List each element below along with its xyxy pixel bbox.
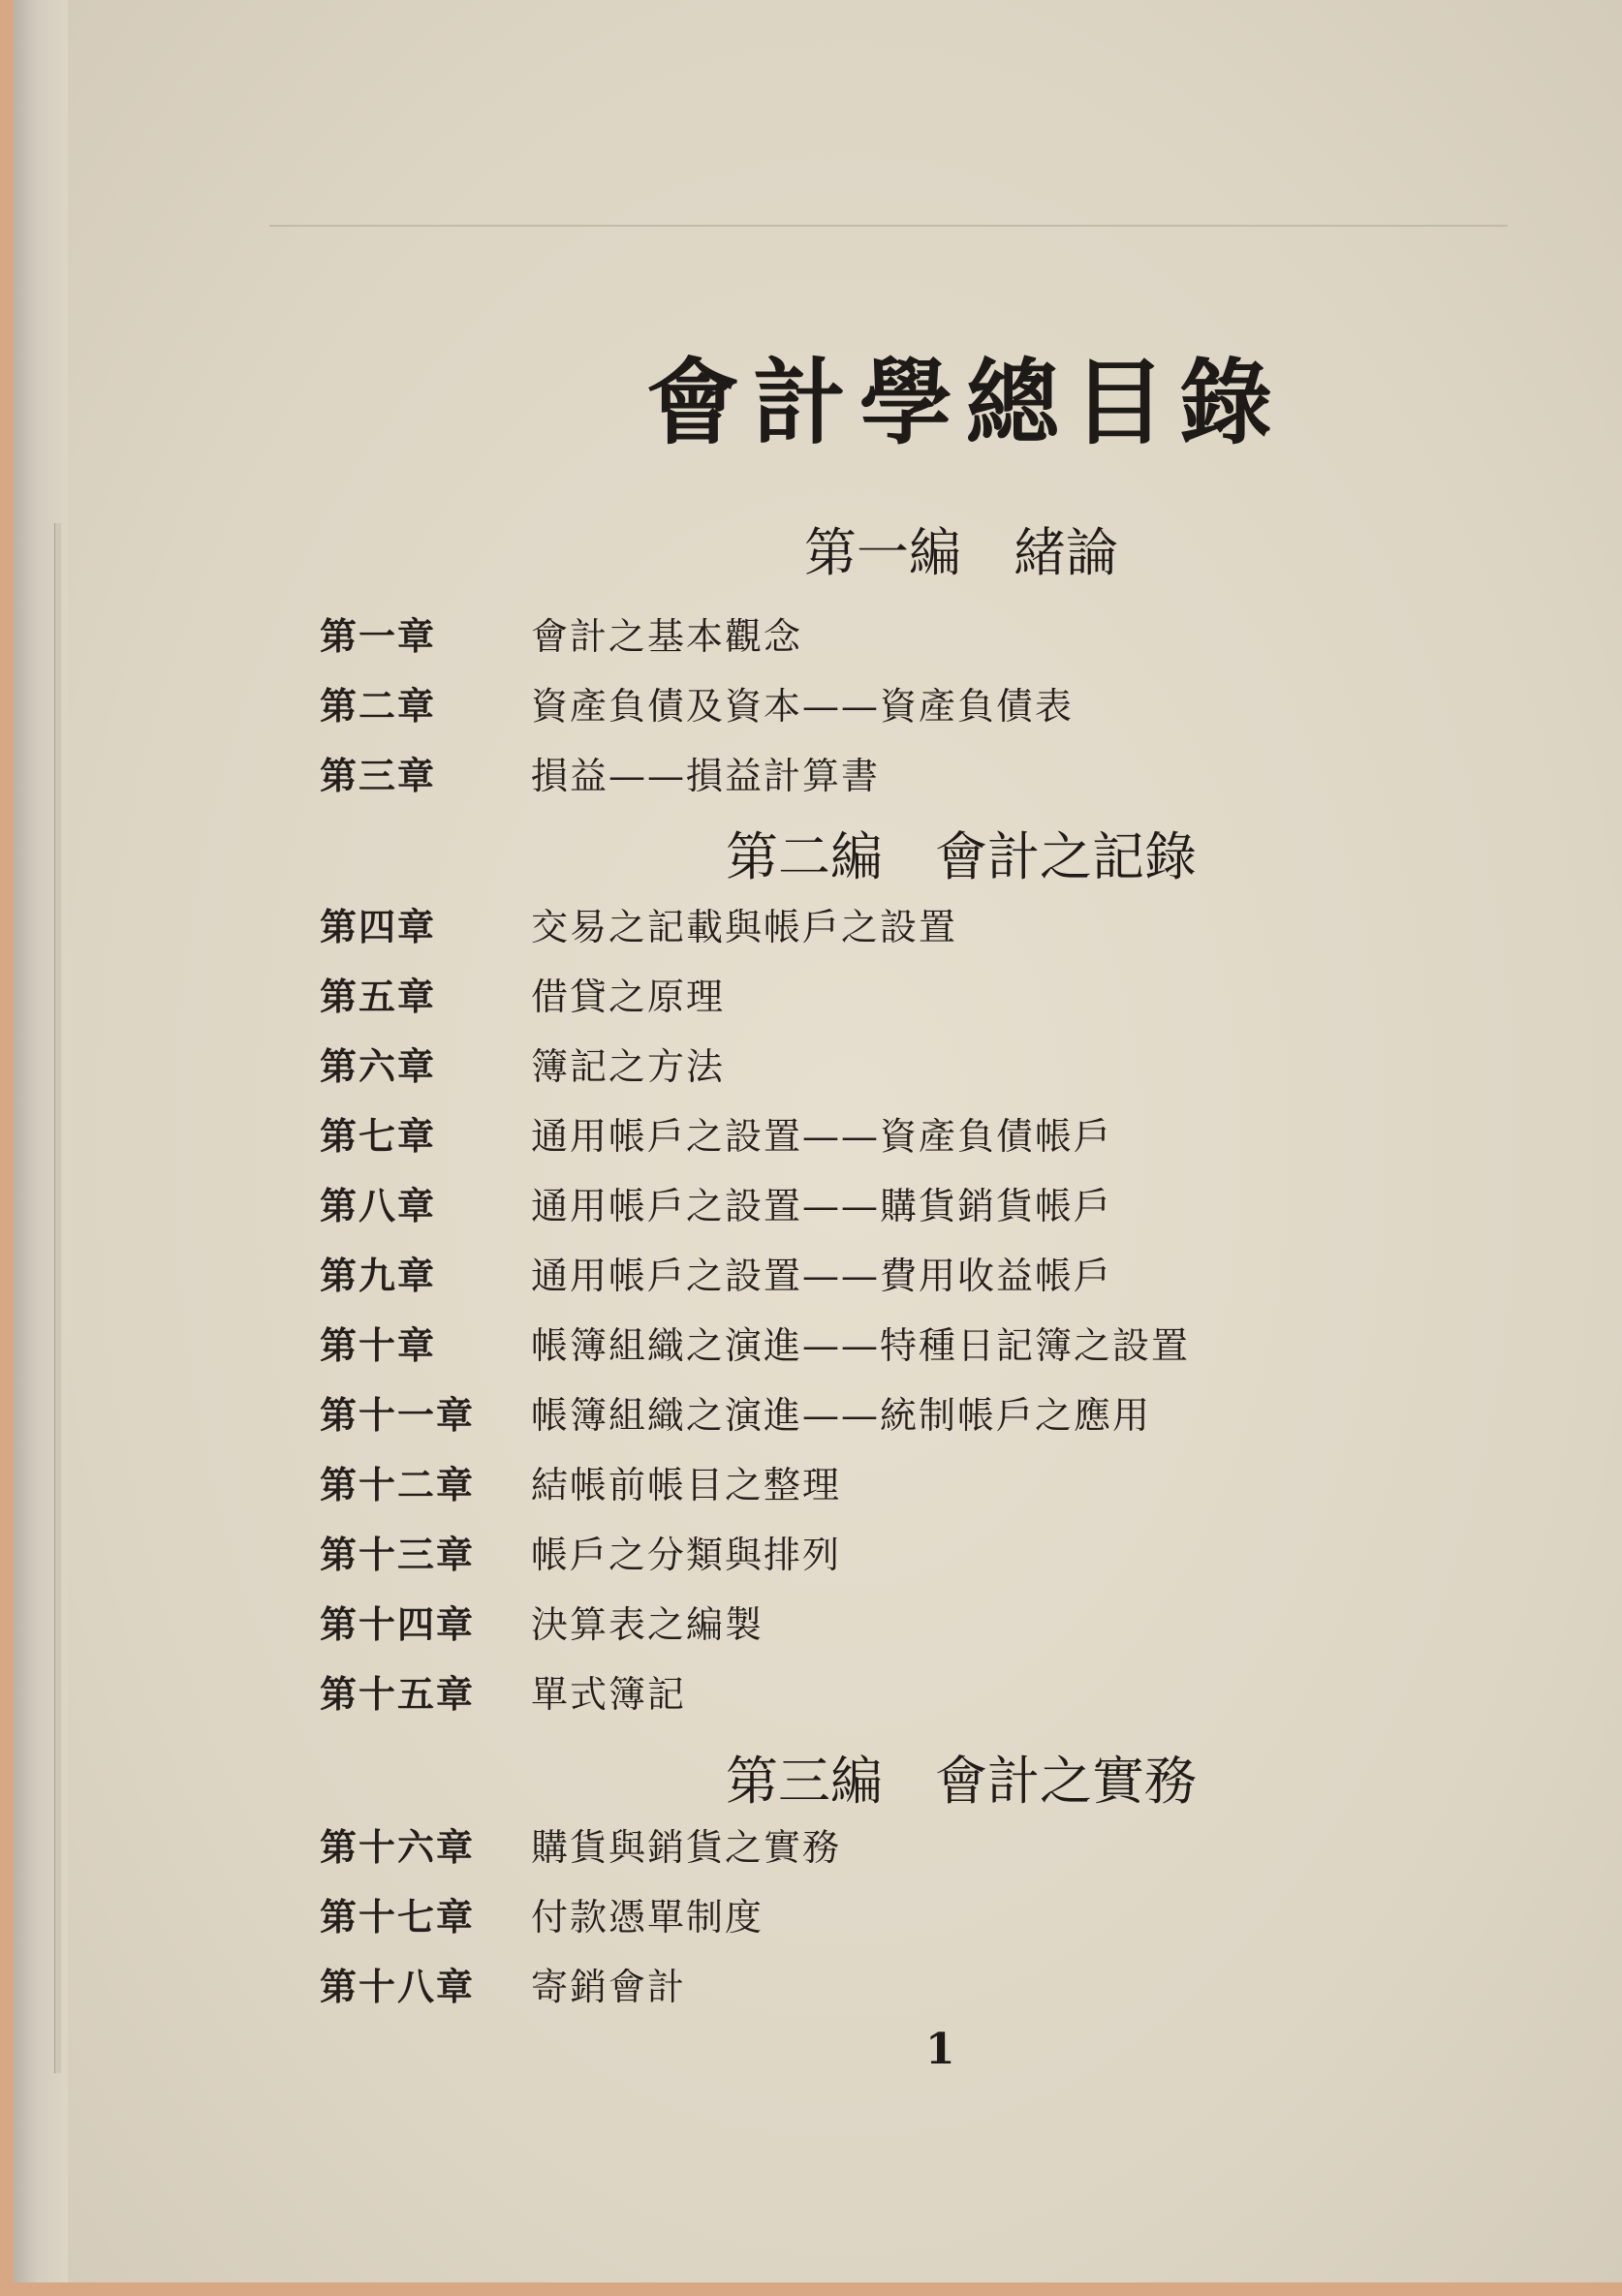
chapter-title: 會計之基本觀念: [531, 615, 803, 658]
chapter-number: 第三章: [320, 754, 437, 797]
chapter-title: 通用帳戶之設置——購貨銷貨帳戶: [531, 1185, 1113, 1227]
chapter-number: 第六章: [320, 1044, 437, 1088]
section-name: 緒論: [1014, 522, 1118, 583]
chapter-title: 帳簿組織之演進——特種日記簿之設置: [531, 1324, 1191, 1367]
scan-bottom-edge: [0, 2282, 1622, 2296]
chapter-number: 第十二章: [320, 1463, 476, 1506]
chapter-number: 第十章: [320, 1323, 437, 1367]
chapter-title: 付款憑單制度: [531, 1896, 764, 1939]
chapter-number: 第八章: [320, 1184, 437, 1227]
chapter-title: 借貸之原理: [531, 976, 726, 1018]
page-number: 1: [925, 2025, 955, 2074]
chapter-number: 第十一章: [320, 1393, 476, 1437]
section-heading-2: [0, 816, 1622, 890]
chapter-number: 第十四章: [320, 1602, 476, 1646]
section-heading-1: [0, 512, 1622, 586]
chapter-number: 第五章: [320, 975, 437, 1018]
chapter-title: 損益——損益計算書: [531, 755, 881, 797]
chapter-number: 第四章: [320, 905, 437, 948]
chapter-title: 決算表之編製: [531, 1603, 764, 1646]
section-number: 第二編: [726, 826, 883, 887]
chapter-title: 單式簿記: [531, 1673, 687, 1716]
chapter-title: 帳簿組織之演進——統制帳戶之應用: [531, 1394, 1152, 1437]
chapter-title: 通用帳戶之設置——費用收益帳戶: [531, 1255, 1113, 1297]
section-name: 會計之實務: [935, 1751, 1197, 1812]
chapter-number: 第十六章: [320, 1825, 476, 1869]
section-number: 第一編: [804, 522, 961, 583]
chapter-title: 購貨與銷貨之實務: [531, 1826, 842, 1869]
chapter-title: 資產負債及資本——資產負債表: [531, 685, 1075, 728]
chapter-title: 簿記之方法: [531, 1045, 726, 1088]
chapter-title: 寄銷會計: [531, 1966, 687, 2008]
chapter-number: 第十三章: [320, 1533, 476, 1576]
binding-thread: [54, 523, 61, 2073]
section-number: 第三編: [726, 1751, 883, 1812]
chapter-number: 第一章: [320, 614, 437, 658]
chapter-number: 第九章: [320, 1254, 437, 1297]
chapter-number: 第十五章: [320, 1672, 476, 1716]
chapter-number: 第七章: [320, 1114, 437, 1158]
chapter-title: 帳戶之分類與排列: [531, 1534, 842, 1576]
chapter-title: 結帳前帳目之整理: [531, 1464, 842, 1506]
chapter-number: 第十七章: [320, 1895, 476, 1939]
section-name: 會計之記錄: [935, 826, 1197, 887]
chapter-number: 第二章: [320, 684, 437, 728]
chapter-number: 第十八章: [320, 1965, 476, 2008]
page-title: 會計學總目錄: [646, 348, 1286, 457]
section-heading-3: [0, 1740, 1622, 1815]
bleed-through-header-rule: [269, 225, 1508, 227]
chapter-title: 通用帳戶之設置——資產負債帳戶: [531, 1115, 1113, 1158]
chapter-title: 交易之記載與帳戶之設置: [531, 906, 958, 948]
